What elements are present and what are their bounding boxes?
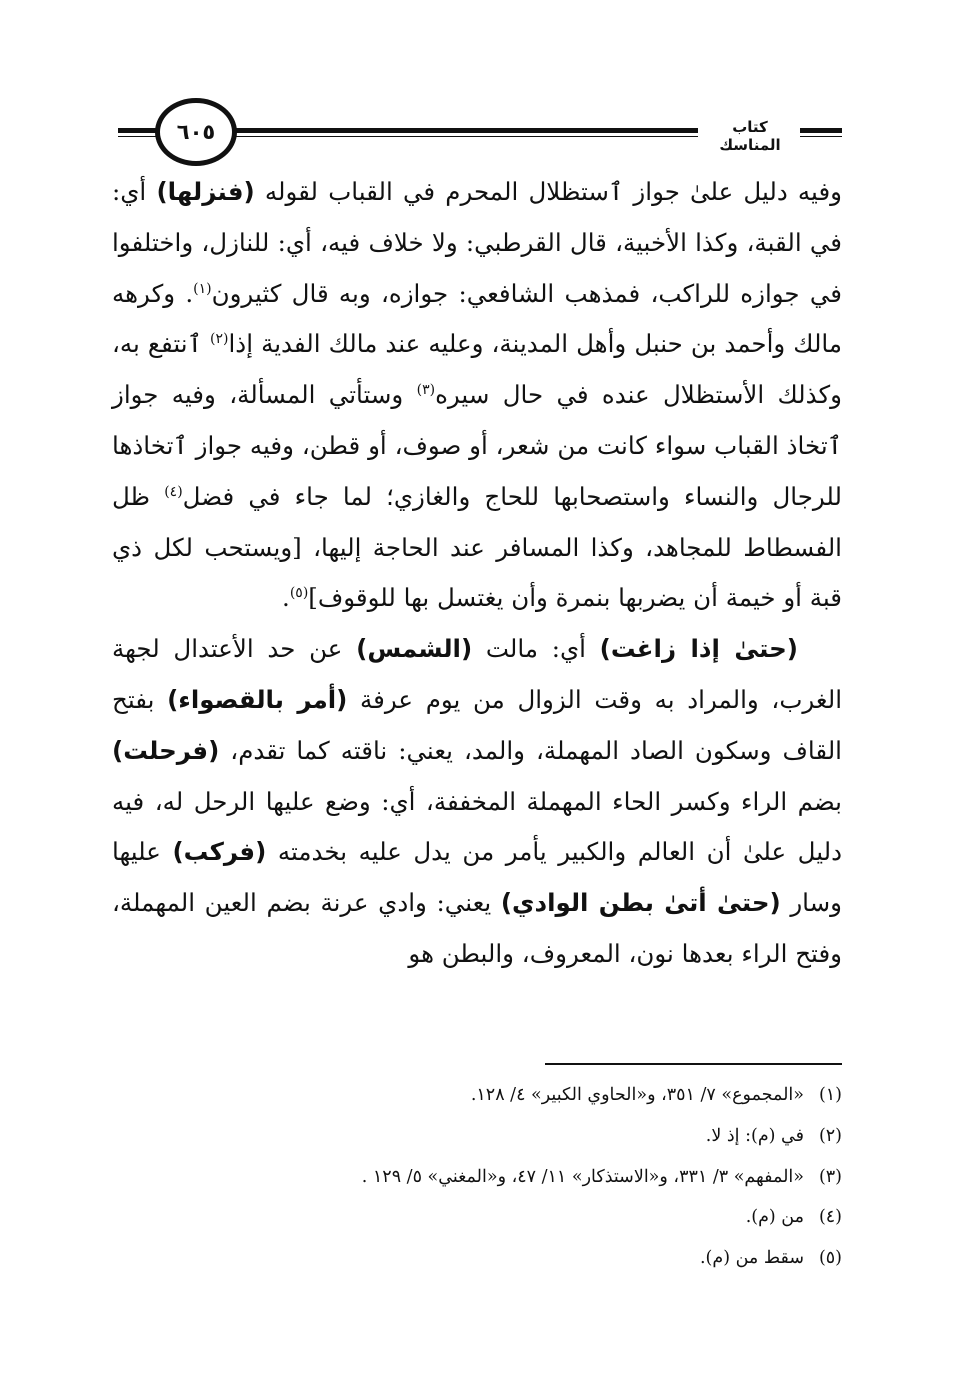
paragraph: [112, 167, 842, 624]
footnote-text: في (م): إذ لا.: [705, 1125, 804, 1146]
footnote-text: من (م).: [745, 1207, 804, 1228]
quoted-phrase: (حتىٰ إذا زاغت): [599, 634, 798, 664]
footnotes: [112, 1075, 842, 1279]
footnote: [112, 1157, 842, 1198]
running-title: كتاب المناسك: [719, 118, 781, 154]
header-rule: [212, 128, 698, 133]
footnote-text: «المجموع» ٧/ ٣٥١، و«الحاوي الكبير» ٤/ ١٢٨.: [470, 1085, 804, 1105]
header-rule: [212, 136, 698, 137]
header-rule: [800, 128, 842, 133]
page-number-badge: [155, 98, 237, 166]
text-run: وستأتي المسألة، وفيه جواز ٱتخاذ القباب سواء كانت من شعر، أو صوف، أو قطن، وفيه جواز ٱتخاذها للرجال والنساء واستصحابها للحاج والغازي؛ لما جاء في فضل: [112, 380, 843, 511]
text-run: .: [282, 583, 290, 613]
text-run: وفيه دليل علىٰ جواز ٱستظلال المحرم في القباب لقوله: [254, 177, 842, 206]
footnote: [112, 1238, 842, 1279]
header-rule: [800, 136, 842, 137]
footnote-marker: (٥): [289, 585, 309, 602]
footnote-text: سقط من (م).: [699, 1248, 804, 1269]
footnote-number: (٣): [818, 1166, 842, 1187]
text-run: أي: في القبة، وكذا الأخبية، قال القرطبي: ولا خلاف فيه، أي: للنازل، واختلفوا في جوازه للراكب، فمذهب الشافعي: جوازه، وبه قال كثيرون: [112, 177, 842, 308]
quoted-phrase: (الشمس): [356, 634, 473, 664]
text-run: عليها وسار: [112, 837, 842, 918]
footnote: [112, 1075, 842, 1116]
footnote-text: «المفهم» ٣/ ٣٣١، و«الاستذكار» ١١/ ٤٧، و«المغني» ٥/ ١٢٩ .: [361, 1166, 804, 1187]
footnote: [112, 1197, 842, 1238]
text-run: ظل الفسطاط للمجاهد، وكذا المسافر عند الحاجة إليها، [ويستحب لكل ذي قبة أو خيمة أن يضربها بنمرة وأن يغتسل بها للوقوف]: [112, 481, 842, 613]
paragraph: [112, 624, 842, 980]
footnote-marker: (٣): [416, 382, 436, 399]
quoted-phrase: (فنزلها): [156, 177, 255, 206]
text-run: بضم الراء وكسر الحاء المهملة المخففة، أي: وضع عليها الرحل له، فيه دليل علىٰ أن العالم والكبير يأمر من يدل عليه بخدمته: [112, 786, 842, 867]
footnote-marker: (٤): [164, 483, 183, 500]
quoted-phrase: (فركب): [172, 837, 267, 867]
text-run: ٱنتفع به، وكذلك الأستظلال عنده في حال سيره: [112, 329, 842, 410]
text-run: يعني: وادي عرنة بضم العين المهملة، وفتح الراء بعدها نون، المعروف، والبطن هو: [112, 888, 842, 968]
text-run: بفتح القاف وسكون الصاد المهملة، والمد، يعني: ناقته كما تقدم،: [112, 684, 842, 765]
footnote-number: (١): [818, 1085, 842, 1105]
footnote-marker: (١): [193, 280, 212, 297]
footnote: [112, 1116, 842, 1157]
footnote-number: (٤): [818, 1207, 842, 1228]
text-run: . وكرهه مالك وأحمد بن حنبل وأهل المدينة، وعليه عند مالك الفدية إذا: [112, 278, 842, 359]
quoted-phrase: (حتىٰ أتىٰ بطن الوادي): [500, 888, 781, 918]
page-number: ٦٠٥: [176, 120, 216, 144]
text-run: عن حد الأعتدال لجهة الغرب، والمراد به وقت الزوال من يوم عرفة: [112, 634, 842, 714]
footnote-number: (٢): [818, 1125, 842, 1146]
quoted-phrase: (أمر بالقصواء): [167, 684, 348, 714]
main-text: [112, 167, 842, 980]
text-run: أي: مالت: [472, 634, 600, 664]
footnote-separator: [545, 1063, 842, 1065]
footnote-marker: (٢): [210, 331, 229, 348]
quoted-phrase: (فرحلت): [112, 735, 220, 765]
footnote-number: (٥): [818, 1248, 842, 1269]
